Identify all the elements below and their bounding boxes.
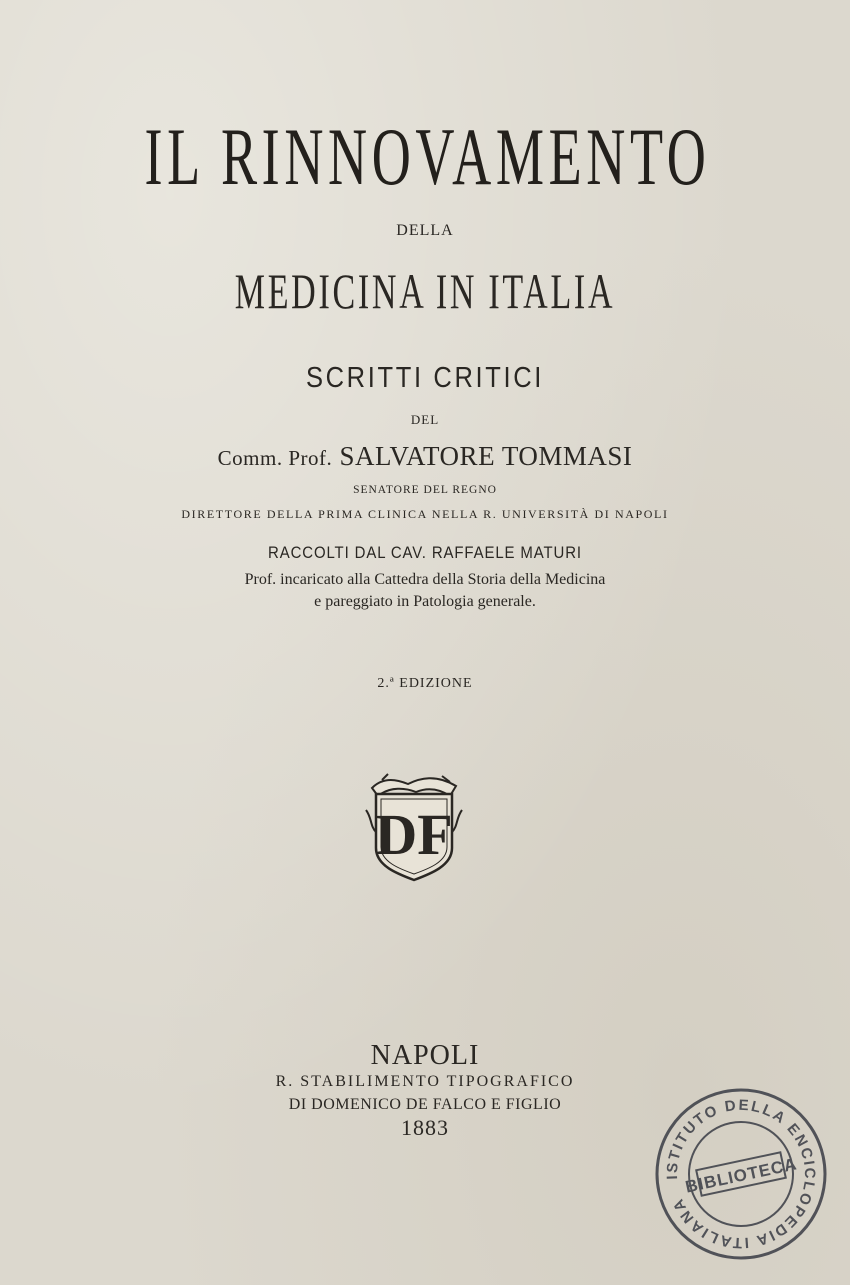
stamp-center-text: BIBLIOTECA [683,1154,799,1197]
printer-name: DI DOMENICO DE FALCO E FIGLIO [288,1096,562,1113]
author-line [0,441,850,472]
editor-line: RACCOLTI DAL CAV. RAFFAELE MATURI [268,543,582,562]
author-title-senator: SENATORE DEL REGNO [353,484,497,496]
editor-credentials-line-1: Prof. incaricato alla Cattedra della Storia della Medicina [244,571,606,588]
author-name: SALVATORE TOMMASI [339,441,633,471]
printer-monogram-shield-icon [364,770,464,882]
stamp-outer-text: ISTITUTO DELLA ENCICLOPEDIA ITALIANA [663,1096,819,1252]
printer-mark-monogram: DF [375,802,453,867]
editor-credentials-line-2: e pareggiato in Patologia generale. [314,593,536,610]
book-title-second-line: MEDICINA IN ITALIA [234,263,616,319]
publication-year: 1883 [401,1115,449,1140]
printer: R. STABILIMENTO TIPOGRAFICO [275,1073,575,1090]
author-connector: DEL [410,412,440,427]
title-connector: DELLA [396,222,454,239]
author-prefix: Comm. Prof. [217,446,333,470]
book-title: IL RINNOVAMENTO [144,111,711,202]
author-title-director: DIRETTORE DELLA PRIMA CLINICA NELLA R. UNIVERSITÀ DI NAPOLI [181,507,669,521]
edition: 2.ª EDIZIONE [377,676,473,691]
publication-city: NAPOLI [370,1040,480,1071]
library-stamp-icon [652,1085,830,1263]
book-subtitle: SCRITTI CRITICI [305,362,545,394]
